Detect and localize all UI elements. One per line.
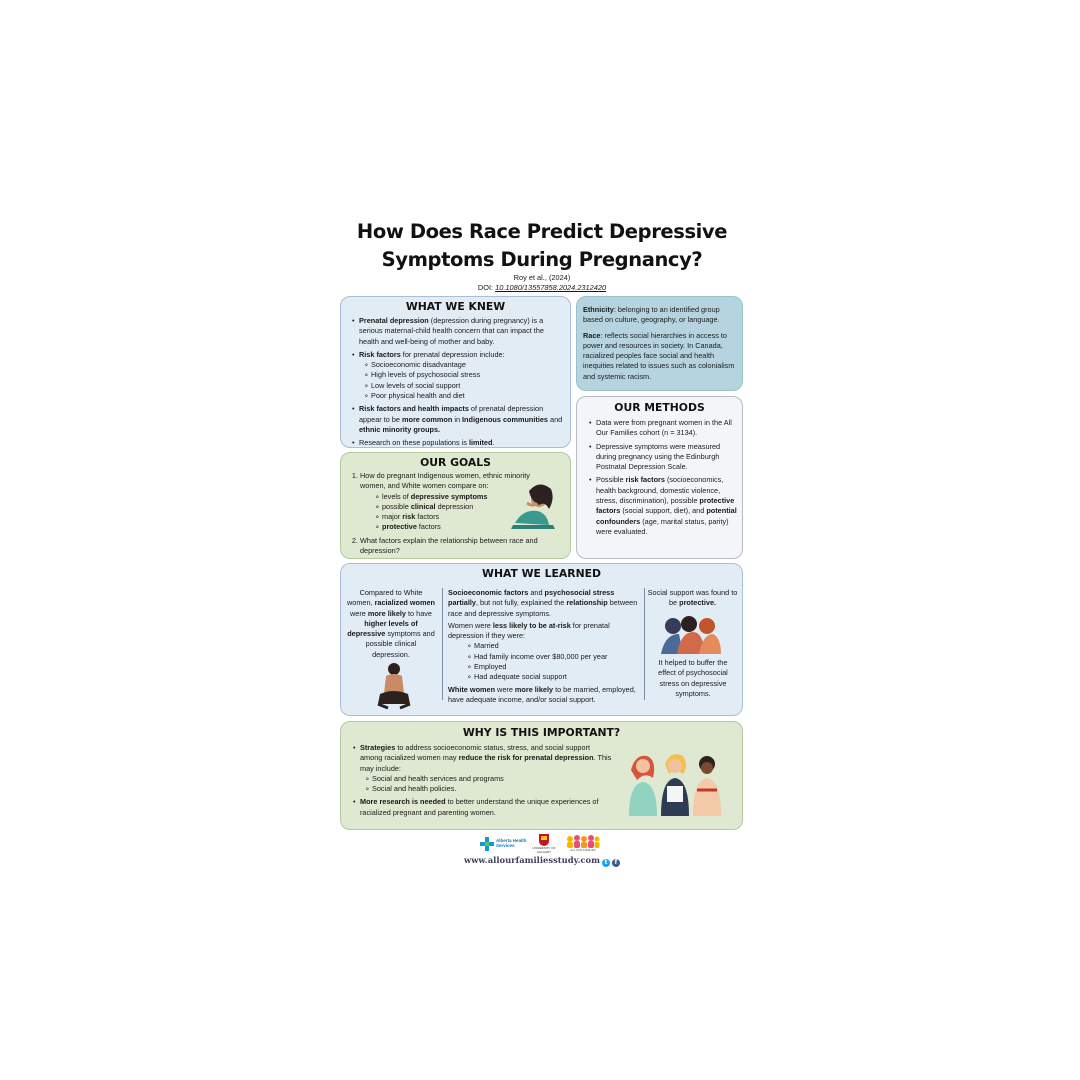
knew-point-1: • Prenatal depression (depression during pregnancy) is a serious maternal-child health concern that can impact the health and well-being of mother and baby. [359,316,565,347]
list-item: ∘ major risk factors [382,512,555,522]
our-methods-heading: OUR METHODS [614,401,705,414]
important-point-2: • More research is needed to better understand the unique experiences of racialized pregnant and parenting women. [360,797,614,818]
learned-left-text: Compared to White women, racialized women were more likely to have higher levels of depressive symptoms and possible clinical depression. [347,588,436,659]
distressed-woman-illustration [509,479,559,531]
facebook-icon[interactable]: f [612,859,620,867]
what-we-learned-heading: WHAT WE LEARNED [482,567,601,580]
what-we-knew-panel [340,296,571,448]
doi-line [338,283,746,292]
method-point-3: • Possible risk factors (socioeconomics, health background, domestic violence, stress, discrimination), possible protective factors (social support, diet), and potential confounders (age, marital status, parity) were evaluated. [596,475,738,537]
what-we-knew-heading: WHAT WE KNEW [405,300,506,313]
poster-title [338,218,746,274]
risk-factor-list [359,360,565,401]
doi-link[interactable]: 10.1080/13557858.2024.2312420 [495,283,607,292]
learned-middle-text: Socioeconomic factors and psychosocial stress partially, but not fully, explained the relationship between race and depressive symptoms. Women were less likely to be at-risk for prenatal depression if they were: ∘ Married ∘ Had family income over $80,000 per year ∘ Employed ∘ Had adequate social support White women were more likely to be married, employed, have adequate income, and/or social support. [448,588,644,705]
list-item: ∘ Low levels of social support [371,381,565,391]
list-item: ∘ Poor physical health and diet [371,391,565,401]
aof-logo-text: ALL OUR FAMILIES [570,848,596,852]
column-divider [442,588,443,700]
race-definition: Race: reflects social hierarchies in access to power and resources in society. In Canada, racialized peoples face social and health inequities related to issues such as colonialism and systemic racism. [583,330,735,381]
list-item: ∘ Socioeconomic disadvantage [371,360,565,370]
title-line-1: How Does Race Predict Depressive [356,220,728,243]
method-point-2: • Depressive symptoms were measured during pregnancy using the Edinburgh Postnatal Depression Scale. [596,442,738,473]
why-important-heading: WHY IS THIS IMPORTANT? [462,726,621,739]
crest-icon [539,834,549,846]
ahs-logo-text: Alberta Health Services [496,838,527,848]
uc-logo-text: UNIVERSITY OF CALGARY [532,846,556,854]
list-item: ∘ Married [474,641,644,651]
knew-point-3: • Risk factors and health impacts of prenatal depression appear to be more common in Indigenous communities and ethnic minority groups. [359,404,565,435]
protective-condition-list [448,641,644,682]
list-item: ∘ Had adequate social support [474,672,644,682]
infographic-poster [338,214,746,870]
list-item: ∘ Employed [474,662,644,672]
ethnicity-definition: Ethnicity: belonging to an identified group based on culture, geography, or language. [583,305,720,325]
what-we-learned-panel [340,563,743,716]
our-methods-panel [576,396,743,559]
important-point-1: • Strategies to address socioeconomic status, stress, and social support among racialized women may reduce the risk for prenatal depression. This may include: ∘ Social and health services and programs ∘ Social and health policies. [360,743,614,794]
our-goals-panel [340,452,571,559]
strategy-list [360,774,614,795]
list-item: ∘ Had family income over $80,000 per year [474,652,644,662]
citation: Roy et al., (2024) [513,273,571,282]
list-item: ∘ protective factors [382,522,555,532]
list-item: ∘ possible clinical depression [382,502,555,512]
ahs-cross-icon [480,837,494,851]
list-item: ∘ High levels of psychosocial stress [371,370,565,380]
column-divider [644,588,645,700]
seated-woman-illustration [374,660,414,710]
group-hug-illustration [659,614,723,654]
twitter-icon[interactable]: t [602,859,610,867]
why-important-panel [340,721,743,830]
method-point-1: • Data were from pregnant women in the All Our Families cohort (n = 3134). [596,418,738,439]
our-goals-heading: OUR GOALS [420,456,491,469]
family-figures-icon [566,834,600,848]
goal-question-2: 2. What factors explain the relationship between race and depression? [360,536,555,557]
list-item: ∘ levels of depressive symptoms [382,492,555,502]
learned-right-text: Social support was found to be protective. [647,588,738,608]
website-footer [338,855,746,867]
list-item: ∘ Social and health services and programs [372,774,614,784]
goal-question-1: 1. How do pregnant Indigenous women, ethnic minority women, and White women compare on: ∘ levels of depressive symptoms ∘ possible clinical depression ∘ major risk factors ∘ protective factors [360,471,555,533]
partner-logos [338,834,746,854]
definitions-panel [576,296,743,391]
learned-right-text-2: It helped to buffer the effect of psychosocial stress on depressive symptoms. [658,658,728,698]
knew-point-4: • Research on these populations is limited. [359,438,565,448]
website-link[interactable]: www.allourfamiliesstudy.com [464,855,600,865]
all-our-families-logo [565,834,601,854]
university-of-calgary-logo [532,834,556,854]
alberta-health-services-logo [480,836,528,852]
three-women-illustration [625,750,725,816]
list-item: ∘ Social and health policies. [372,784,614,794]
knew-point-2: • Risk factors for prenatal depression include: ∘ Socioeconomic disadvantage ∘ High levels of psychosocial stress ∘ Low levels of social support ∘ Poor physical health and diet [359,350,565,401]
title-line-2: Symptoms During Pregnancy? [381,248,703,271]
doi-prefix: DOI: [477,283,496,292]
